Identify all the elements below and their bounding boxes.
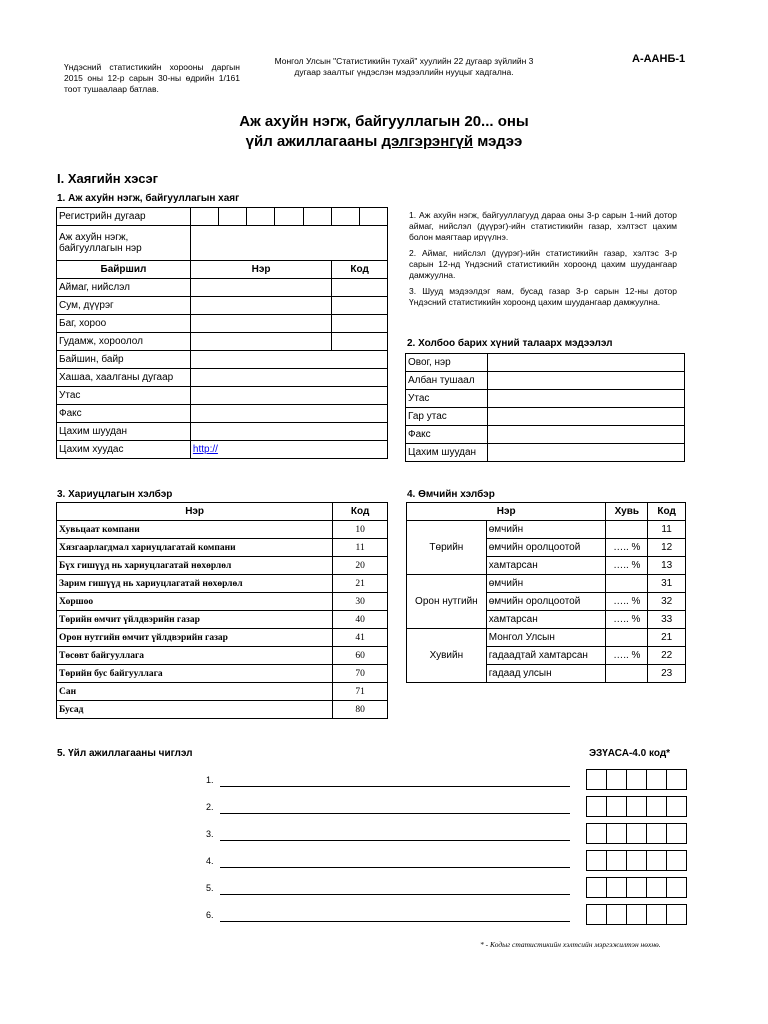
ownership-code[interactable]: 12 <box>648 539 686 557</box>
liability-code-header: Код <box>333 503 388 521</box>
instructions <box>409 210 677 308</box>
form-code: А-ААНБ-1 <box>632 53 686 65</box>
contact-field[interactable] <box>487 372 684 390</box>
row-label: Цахим шуудан <box>57 423 191 441</box>
title-line-2-post: мэдээ <box>473 133 523 150</box>
contact-label: Албан тушаал <box>406 372 488 390</box>
ownership-name: өмчийн оролцоотой <box>486 539 606 557</box>
ownership-code-header: Код <box>648 503 686 521</box>
activity-code-boxes[interactable] <box>587 769 687 790</box>
ownership-group: Орон нутгийн <box>407 575 487 629</box>
confidentiality-note: Монгол Улсын "Статистикийн тухай" хуулийн 22 дугаар зүйлийн 3 дугаар заалтыг үндэслэн мэдээллийн нууцыг хадгална. <box>274 56 534 77</box>
liability-name: Орон нутгийн өмчит үйлдвэрийн газар <box>57 629 333 647</box>
footnote: * - Кодыг статистикийн хэлтсийн мэргэжилтэн нөхнө. <box>480 940 661 949</box>
contact-field[interactable] <box>487 354 684 372</box>
name-field[interactable] <box>190 297 331 315</box>
row-label: Хашаа, хаалганы дугаар <box>57 369 191 387</box>
row-label: Байшин, байр <box>57 351 191 369</box>
code-header: Код <box>332 261 388 279</box>
registration-label: Регистрийн дугаар <box>57 208 191 226</box>
instruction-3: 3. Шууд мэдээлдэг яам, бусад газар 3-р сарын 12-ны дотор Үндэсний статистикийн хороонд цахим шуудангаар дамжуулна. <box>409 286 677 307</box>
activity-number: 2. <box>206 802 214 812</box>
value-field[interactable] <box>190 369 387 387</box>
contact-field[interactable] <box>487 444 684 462</box>
name-field[interactable] <box>190 333 331 351</box>
contact-label: Гар утас <box>406 408 488 426</box>
liability-code[interactable]: 71 <box>333 683 388 701</box>
activity-number: 5. <box>206 883 214 893</box>
value-field[interactable] <box>190 423 387 441</box>
ownership-share[interactable] <box>606 521 648 539</box>
liability-code[interactable]: 80 <box>333 701 388 719</box>
ownership-share-header: Хувь <box>606 503 648 521</box>
instruction-2: 2. Аймаг, нийслэл (дүүрэг)-ийн статистикийн газар, хэлтэс 3-р сарын 12-нд Үндэсний статистикийн хороонд цахим шуудангаар дамжуулна. <box>409 248 677 280</box>
registration-boxes[interactable] <box>190 208 387 226</box>
activity-code-boxes[interactable] <box>587 823 687 844</box>
contact-field[interactable] <box>487 426 684 444</box>
ownership-share[interactable] <box>606 575 648 593</box>
liability-name: Бусад <box>57 701 333 719</box>
section-1-subheading: 1. Аж ахуйн нэгж, байгууллагын хаяг <box>57 193 240 204</box>
activity-input-line[interactable] <box>220 867 570 868</box>
title-line-1: Аж ахуйн нэгж, байгууллагын 20... оны <box>239 113 529 130</box>
value-field[interactable] <box>190 351 387 369</box>
section-5-heading: 5. Үйл ажиллагааны чиглэл <box>57 748 193 759</box>
section-2-heading: 2. Холбоо барих хүний талаарх мэдээлэл <box>407 338 613 349</box>
value-field[interactable] <box>190 405 387 423</box>
title-line-2-pre: үйл ажиллагааны <box>245 133 382 150</box>
activity-number: 6. <box>206 910 214 920</box>
ownership-code[interactable]: 21 <box>648 629 686 647</box>
row-label: Утас <box>57 387 191 405</box>
liability-name: Төрийн бус байгууллага <box>57 665 333 683</box>
ownership-share[interactable]: ….. % <box>606 539 648 557</box>
ownership-code[interactable]: 31 <box>648 575 686 593</box>
liability-code[interactable]: 30 <box>333 593 388 611</box>
ownership-code[interactable]: 23 <box>648 665 686 683</box>
activity-input-line[interactable] <box>220 786 570 787</box>
name-header: Нэр <box>190 261 331 279</box>
row-label: Баг, хороо <box>57 315 191 333</box>
ownership-code[interactable]: 13 <box>648 557 686 575</box>
ownership-code[interactable]: 32 <box>648 593 686 611</box>
liability-code[interactable]: 60 <box>333 647 388 665</box>
ownership-share[interactable]: ….. % <box>606 611 648 629</box>
liability-name: Хязгаарлагдмал хариуцлагатай компани <box>57 539 333 557</box>
ownership-table <box>406 502 686 683</box>
row-label: Гудамж, хороолол <box>57 333 191 351</box>
name-field[interactable] <box>190 315 331 333</box>
liability-code[interactable]: 40 <box>333 611 388 629</box>
liability-code[interactable]: 11 <box>333 539 388 557</box>
website-link[interactable]: http:// <box>192 444 218 455</box>
contact-label: Цахим шуудан <box>406 444 488 462</box>
liability-code[interactable]: 10 <box>333 521 388 539</box>
liability-name: Төсөвт байгууллага <box>57 647 333 665</box>
ownership-share[interactable]: ….. % <box>606 593 648 611</box>
liability-code[interactable]: 21 <box>333 575 388 593</box>
row-label: Факс <box>57 405 191 423</box>
section-1-heading: I. Хаягийн хэсэг <box>57 171 159 186</box>
ownership-share[interactable] <box>606 665 648 683</box>
contact-field[interactable] <box>487 390 684 408</box>
section-3-heading: 3. Хариуцлагын хэлбэр <box>57 489 173 500</box>
location-header: Байршил <box>57 261 191 279</box>
contact-label: Утас <box>406 390 488 408</box>
ownership-group: Төрийн <box>407 521 487 575</box>
org-name-field[interactable] <box>190 226 387 261</box>
ownership-name: өмчийн оролцоотой <box>486 593 606 611</box>
code-field[interactable] <box>332 333 388 351</box>
liability-name-header: Нэр <box>57 503 333 521</box>
liability-name: Хувьцаат компани <box>57 521 333 539</box>
ownership-name: өмчийн <box>486 521 606 539</box>
ownership-name: Монгол Улсын <box>486 629 606 647</box>
ownership-code[interactable]: 22 <box>648 647 686 665</box>
row-label: Аймаг, нийслэл <box>57 279 191 297</box>
liability-name: Бүх гишүүд нь хариуцлагатай нөхөрлөл <box>57 557 333 575</box>
ownership-group: Хувийн <box>407 629 487 683</box>
liability-name: Зарим гишүүд нь хариуцлагатай нөхөрлөл <box>57 575 333 593</box>
activity-input-line[interactable] <box>220 840 570 841</box>
instruction-1: 1. Аж ахуйн нэгж, байгууллагууд дараа оны 3-р сарын 1-ний дотор аймаг, нийслэл (дүүрэг)-ийн статистикийн газар, хэлтэст цахим болон маягтаар ирүүлнэ. <box>409 210 677 242</box>
activity-input-line[interactable] <box>220 894 570 895</box>
activity-code-boxes[interactable] <box>587 796 687 817</box>
classification-code-heading: ЭЗҮАСА-4.0 код* <box>589 748 671 759</box>
code-field[interactable] <box>332 279 388 297</box>
ownership-name: гадаад улсын <box>486 665 606 683</box>
org-name-label: Аж ахуйн нэгж, байгууллагын нэр <box>57 226 191 261</box>
liability-code[interactable]: 41 <box>333 629 388 647</box>
activity-number: 3. <box>206 829 214 839</box>
ownership-name: гадаадтай хамтарсан <box>486 647 606 665</box>
ownership-name-header: Нэр <box>407 503 606 521</box>
activity-input-line[interactable] <box>220 813 570 814</box>
ownership-share[interactable] <box>606 629 648 647</box>
ownership-code[interactable]: 11 <box>648 521 686 539</box>
liability-table <box>56 502 388 719</box>
liability-name: Төрийн өмчит үйлдвэрийн газар <box>57 611 333 629</box>
ownership-share[interactable]: ….. % <box>606 647 648 665</box>
section-4-heading: 4. Өмчийн хэлбэр <box>407 489 495 500</box>
activity-code-boxes[interactable] <box>587 850 687 871</box>
name-field[interactable] <box>190 279 331 297</box>
liability-code[interactable]: 70 <box>333 665 388 683</box>
ownership-code[interactable]: 33 <box>648 611 686 629</box>
code-field[interactable] <box>332 315 388 333</box>
contact-field[interactable] <box>487 408 684 426</box>
activity-code-boxes[interactable] <box>587 877 687 898</box>
row-label: Цахим хуудас <box>57 441 191 459</box>
activity-number: 1. <box>206 775 214 785</box>
title-line-2-underlined: дэлгэрэнгүй <box>381 133 474 150</box>
ownership-name: өмчийн <box>486 575 606 593</box>
value-field[interactable] <box>190 387 387 405</box>
approval-note: Үндэсний статистикийн хорооны даргын 2015 оны 12-р сарын 30-ны өдрийн 1/161 тоот тушаалаар батлав. <box>64 62 240 94</box>
activity-code-boxes[interactable] <box>587 904 687 925</box>
ownership-share[interactable]: ….. % <box>606 557 648 575</box>
ownership-name: хамтарсан <box>486 557 606 575</box>
code-field[interactable] <box>332 297 388 315</box>
website-field[interactable] <box>190 441 387 459</box>
ownership-name: хамтарсан <box>486 611 606 629</box>
title-line-2 <box>0 132 768 152</box>
liability-code[interactable]: 20 <box>333 557 388 575</box>
contact-table <box>405 353 685 462</box>
activity-input-line[interactable] <box>220 921 570 922</box>
liability-name: Хоршоо <box>57 593 333 611</box>
activity-number: 4. <box>206 856 214 866</box>
page-title <box>0 112 768 152</box>
contact-label: Овог, нэр <box>406 354 488 372</box>
liability-name: Сан <box>57 683 333 701</box>
row-label: Сум, дүүрэг <box>57 297 191 315</box>
address-table <box>56 207 388 459</box>
contact-label: Факс <box>406 426 488 444</box>
